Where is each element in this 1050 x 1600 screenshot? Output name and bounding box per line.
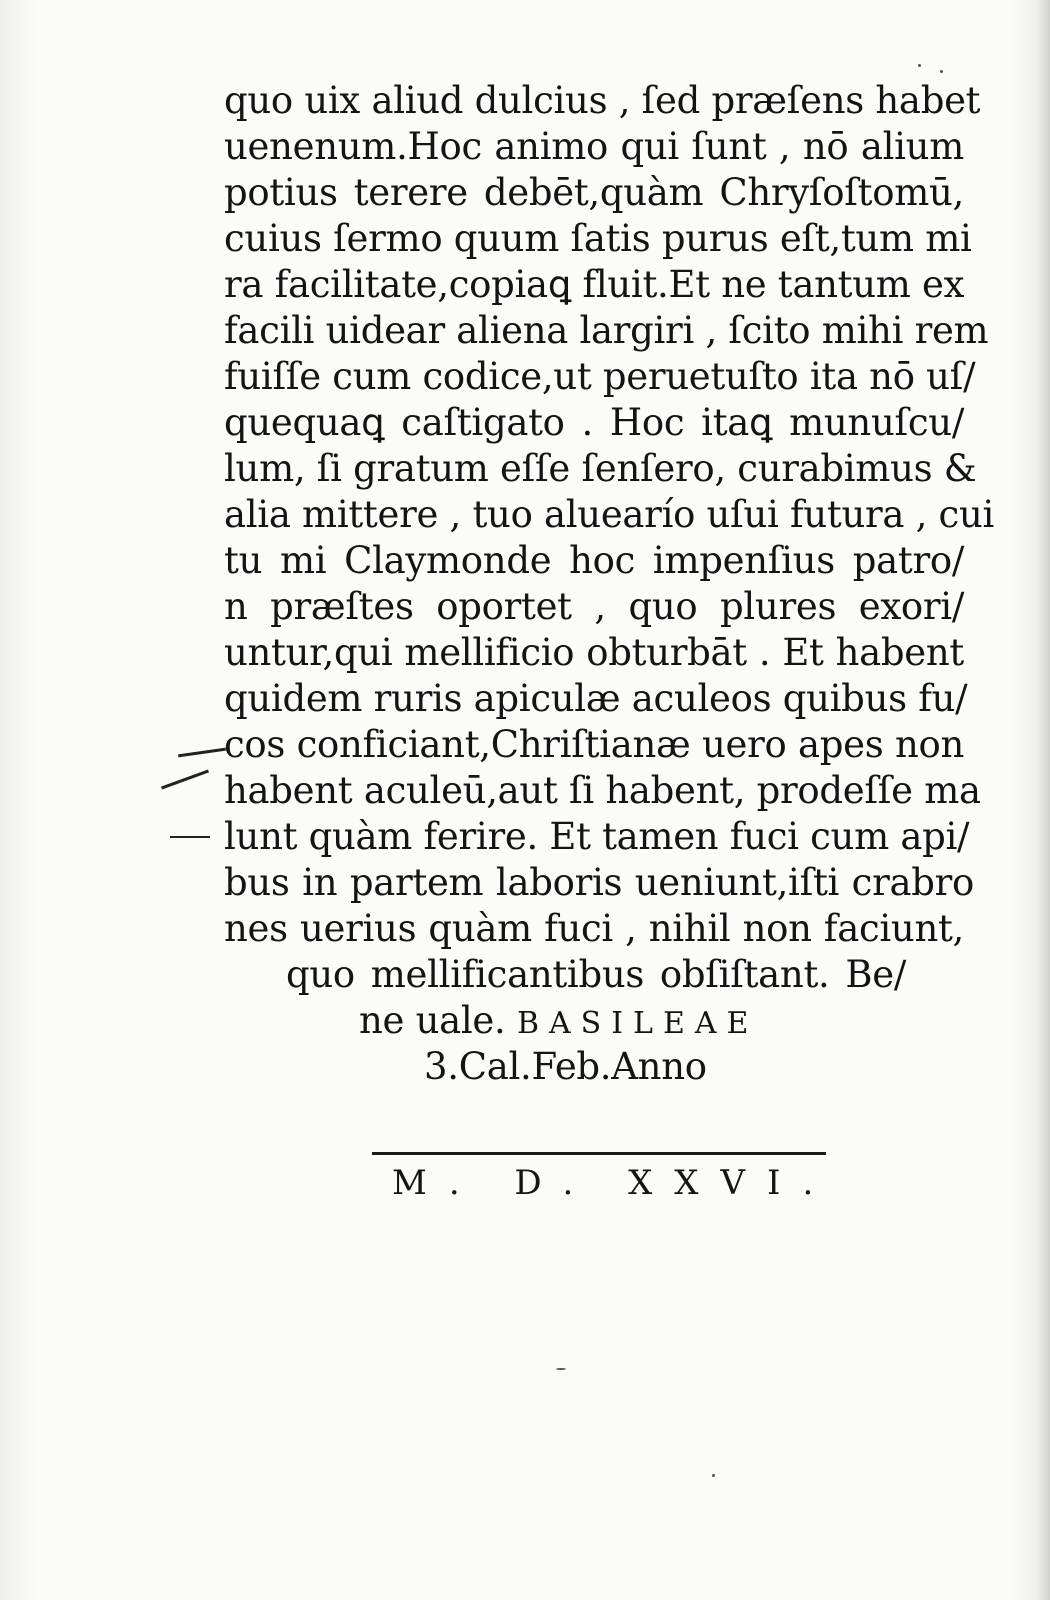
text-line: tu mi Claymonde hoc impenſius patro/ — [224, 539, 964, 582]
place-name: BASILEAE — [516, 1006, 759, 1041]
text-line: ra facilitate,copiaꝗ fluit.Et ne tantum ex — [224, 263, 965, 306]
text-line: quo mellificantibus obſiſtant. Be/ — [286, 953, 906, 996]
paper-speck — [918, 64, 921, 67]
text-line: alia mittere , tuo aluearío uſui futura , cui — [224, 493, 995, 536]
text-line: quidem ruris apiculæ aculeos quibus fu/ — [224, 677, 968, 720]
text-line: cos conficiant,Chriſtianæ uero apes non — [224, 723, 964, 766]
text-line: nes uerius quàm fuci , nihil non faciunt, — [224, 907, 964, 950]
paper-speck — [940, 70, 943, 73]
margin-ink-stroke — [170, 836, 210, 838]
paper-speck — [556, 1368, 566, 1370]
margin-ink-stroke — [178, 748, 226, 758]
paper-speck — [712, 1474, 715, 1477]
year-line: M. D. XXVI. — [392, 1163, 836, 1203]
closing-line — [359, 998, 984, 1044]
text-line: lunt quàm ferire. Et tamen fuci cum api/ — [224, 815, 970, 858]
text-line: uenenum.Hoc animo qui ſunt , nō alium — [224, 125, 964, 168]
text-line: lum, ſi gratum eſſe ſenſero, curabimus & — [224, 447, 977, 490]
farewell-text: ne uale. — [359, 999, 506, 1042]
text-line: fuiſſe cum codice,ut peruetuſto ita nō uſ/ — [224, 355, 976, 398]
text-line: facili uidear aliena largiri , ſcito mihi rem — [224, 309, 989, 352]
text-line: potius terere debēt,quàm Chryſoſtomū, — [224, 171, 964, 214]
text-line: bus in partem laboris ueniunt,iſti crabro — [224, 861, 974, 904]
text-line: quo uix aliud dulcius , ſed præſens habet — [224, 79, 981, 122]
body-text — [224, 78, 995, 1090]
text-line: n præſtes oportet , quo plures exori/ — [224, 585, 964, 628]
text-line: untur,qui mellificio obturbāt . Et habent — [224, 631, 964, 674]
text-line: quequaꝗ caſtigato . Hoc itaꝗ munuſcu/ — [224, 401, 964, 444]
divider-rule — [372, 1152, 826, 1155]
page-edge-shadow — [1036, 0, 1050, 1600]
text-line: cuius ſermo quum ſatis purus eſt,tum mi — [224, 217, 972, 260]
margin-ink-stroke — [161, 770, 209, 790]
date-line: 3.Cal.Feb.Anno — [424, 1045, 707, 1088]
text-line: habent aculeū,aut ſi habent, prodeſſe ma — [224, 769, 981, 812]
